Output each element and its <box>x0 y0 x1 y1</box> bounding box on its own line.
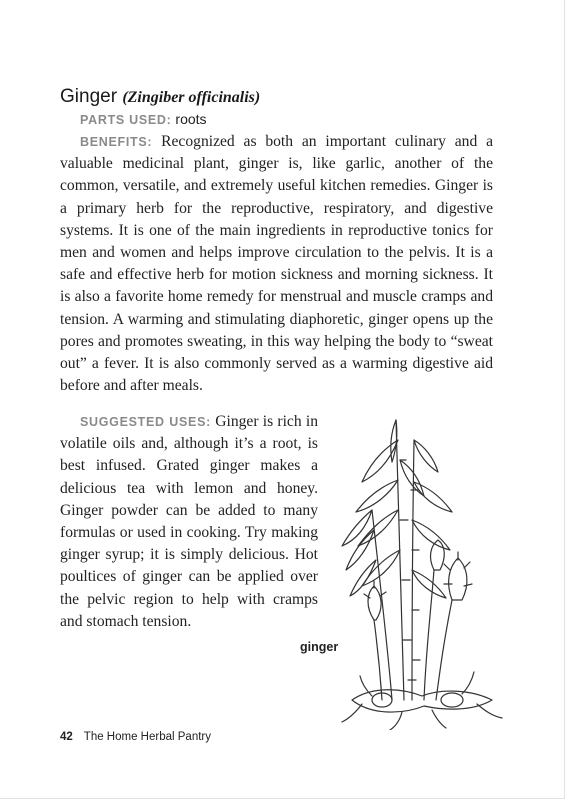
page-number: 42 <box>60 731 73 743</box>
book-title: The Home Herbal Pantry <box>83 731 211 743</box>
ginger-plant-icon <box>312 400 512 730</box>
parts-used-label: PARTS USED: <box>80 113 172 127</box>
illustration-caption: ginger <box>300 640 339 654</box>
page-footer <box>60 731 211 743</box>
suggested-uses-paragraph <box>60 411 318 633</box>
parts-used-value: roots <box>175 111 207 127</box>
benefits-text: Recognized as both an important culinary and a valuable medicinal plant, ginger is, like garlic, another of the common, versatile, and extremely useful kitchen remedies. Ginger is a primary herb for the reproductive, respiratory, and digestive systems. It is one of the main ingredients in reproductive tonics for men and women and helps improve circulation to the pelvis. It is a safe and effective herb for motion sickness and morning sickness. It is also a favorite home remedy for menstrual and muscle cramps and tension. A warming and stimulating diaphoretic, ginger opens up the pores and promotes sweating, in this way helping the body to “sweat out” a fever. It is also commonly served as a warming digestive aid before and after meals. <box>60 133 494 395</box>
benefits-label: BENEFITS: <box>80 135 153 149</box>
entry-title <box>60 86 260 108</box>
latin-name: (Zingiber officinalis) <box>122 89 261 106</box>
benefits-paragraph <box>60 131 493 397</box>
suggested-uses-text: Ginger is rich in volatile oils and, although it’s a root, is best infused. Grated ginger makes a delicious tea with lemon and honey. Ginger powder can be added to many formulas or used in cooking. Try making ginger syrup; it is simply delicious. Hot poultices of ginger can be applied over the pelvic region to help with cramps and stomach tension. <box>60 413 318 630</box>
parts-used <box>80 111 207 129</box>
herb-name: Ginger <box>60 86 118 107</box>
suggested-uses-label: SUGGESTED USES: <box>80 415 211 429</box>
